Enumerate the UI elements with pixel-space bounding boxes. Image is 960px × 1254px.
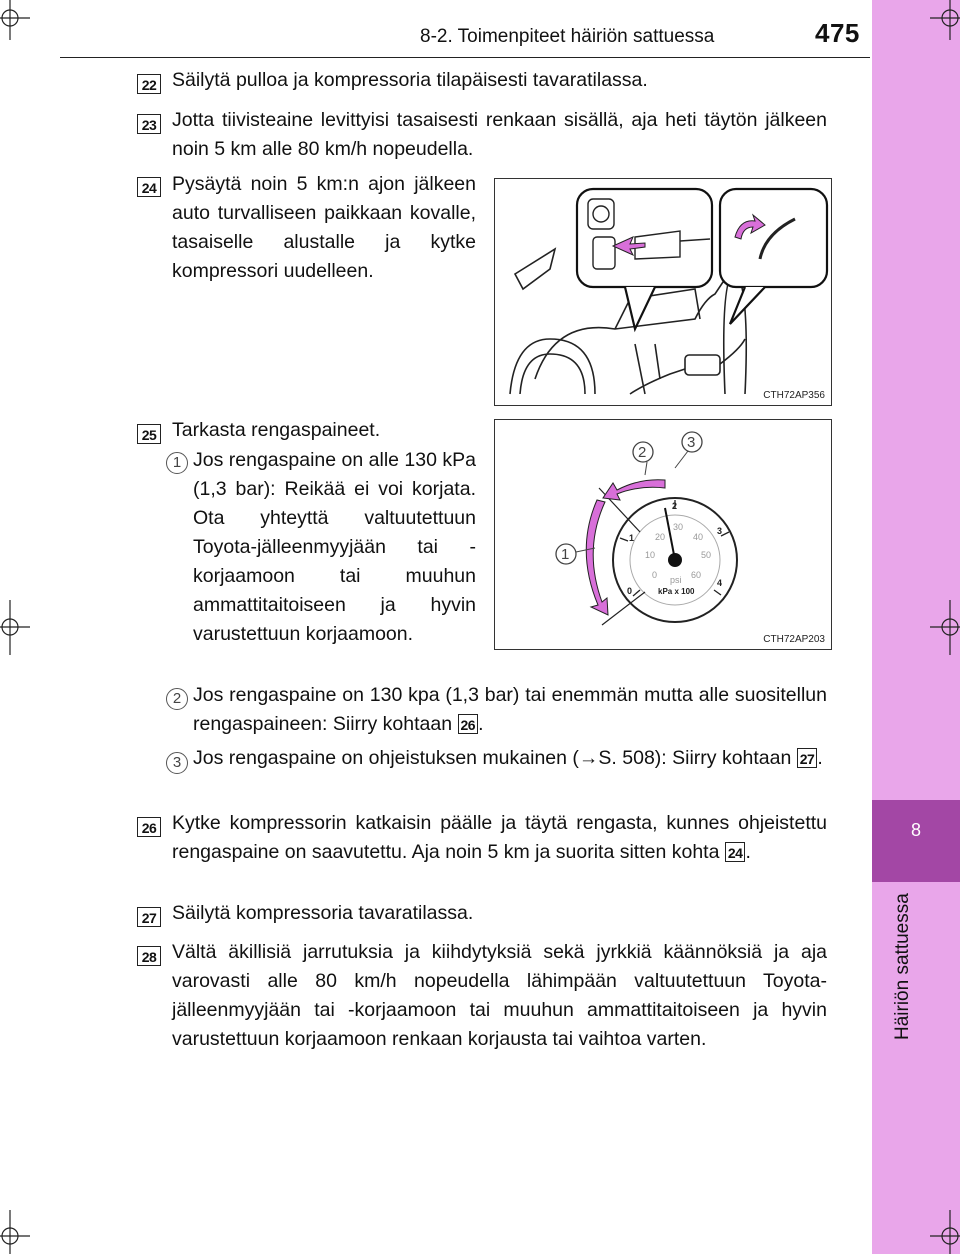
step-badge-24: 24 [137, 177, 161, 197]
gauge-label-inner-30: 30 [673, 522, 684, 532]
ref-badge-26: 26 [458, 714, 479, 734]
step-badge-23: 23 [137, 114, 161, 134]
step-25-text: Tarkasta rengaspaineet. [172, 419, 381, 441]
callout-2: 2 [638, 444, 647, 461]
gauge-label-inner-60: 60 [691, 570, 702, 580]
chapter-number: 8 [910, 820, 921, 840]
substep-number-2: 2 [166, 688, 188, 710]
callout-3: 3 [687, 434, 696, 451]
gauge-label-inner-50: 50 [701, 550, 712, 560]
substep-number-1: 1 [166, 452, 188, 474]
step-badge-25: 25 [137, 424, 161, 444]
step-23-text: Jotta tiivisteaine levittyisi tasaisesti renkaan sisällä, aja heti täytön jälkeen noin 5 km alle 80 km/h nopeudella. [172, 109, 827, 160]
gauge-label-inner-20: 20 [655, 532, 666, 542]
substep-2-text: Jos rengaspaine on 130 kpa (1,3 bar) tai enemmän mutta alle suositellun rengaspaineen: Siirry kohtaan 26 . [193, 684, 827, 735]
gauge-label-inner-10: 10 [645, 550, 656, 560]
section-title: 8-2. Toimenpiteet häiriön sattuessa [420, 26, 715, 47]
page-number: 475 [815, 18, 860, 48]
gauge-label-outer-1: 1 [629, 533, 635, 543]
gauge-label-outer-2: 2 [672, 501, 678, 511]
gauge-label-outer-3: 3 [717, 526, 723, 536]
substep-number-3: 3 [166, 752, 188, 774]
step-22-text: Säilytä pulloa ja kompressoria tilapäisesti tavaratilassa. [172, 69, 648, 91]
ref-badge-24: 24 [725, 842, 746, 862]
step-badge-27: 27 [137, 907, 161, 927]
ref-badge-27: 27 [797, 748, 818, 768]
gauge-label-inner-40: 40 [693, 532, 704, 542]
chapter-label: Häiriön sattuessa [892, 893, 913, 1040]
step-badge-22: 22 [137, 74, 161, 94]
step-28-text: Vältä äkillisiä jarrutuksia ja kiihdytyksiä sekä jyrkkiä käännöksiä ja aja varovasti alle 80 km/h nopeudella lähimpään valtuutettuun Toyota-jälleenmyyjään tai -korjaamoon tai muuhun ammattitaitoiseen ja hyvin varustettuun korjaamoon renkaan korjausta tai vaihtoa varten. [172, 941, 827, 1050]
gauge-label-outer-0: 0 [627, 586, 633, 596]
gauge-unit-inner: psi [670, 575, 682, 585]
step-26-text: Kytke kompressorin katkaisin päälle ja täytä rengasta, kunnes ohjeistettu rengaspaine on saavutettu. Aja noin 5 km ja suorita sitten kohta 24 . [172, 812, 827, 863]
gauge-label-outer-4: 4 [717, 578, 723, 588]
figure-code: CTH72AP203 [763, 634, 825, 645]
step-24-text: Pysäytä noin 5 km:n ajon jälkeen auto turvalliseen paikkaan kovalle, tasaiselle alustalle ja kytke kompressori uudelleen. [172, 173, 476, 282]
figure-code: CTH72AP356 [763, 390, 825, 401]
step-badge-26: 26 [137, 817, 161, 837]
step-27-text: Säilytä kompressoria tavaratilassa. [172, 902, 474, 924]
gauge-unit-outer: kPa x 100 [658, 587, 695, 596]
gauge-label-inner-0: 0 [652, 570, 658, 580]
step-badge-28: 28 [137, 946, 161, 966]
substep-3-text: Jos rengaspaine on ohjeistuksen mukainen (→S. 508): Siirry kohtaan 27 . [193, 747, 823, 769]
callout-1: 1 [561, 546, 570, 563]
substep-1-text: Jos rengaspaine on alle 130 kPa (1,3 bar): Reikää ei voi korjata. Ota yhteyttä valtuutettuun Toyota-jälleenmyyjään tai -korjaamoon tai muuhun ammattitaitoiseen ja hyvin varustettuun korjaamoon. [193, 449, 476, 645]
